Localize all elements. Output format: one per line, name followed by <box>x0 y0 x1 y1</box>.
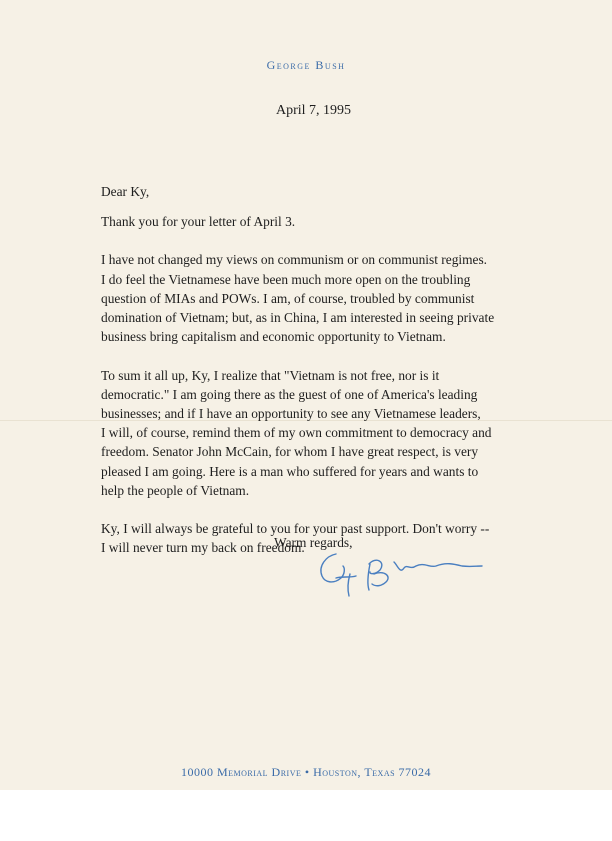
salutation: Dear Ky, <box>101 184 150 199</box>
text-line: I will never turn my back on freedom. <box>101 540 305 556</box>
closing: Warm regards, <box>274 535 353 550</box>
paragraphs <box>101 212 541 558</box>
paragraph <box>101 250 541 346</box>
letter-body <box>101 182 541 577</box>
letterhead: George Bush <box>266 58 346 72</box>
faint-bleed-text <box>100 678 103 690</box>
text-line: I will, of course, remind them of my own commitment to democracy and <box>101 425 492 441</box>
footer-address: 10000 Memorial Drive • Houston, Texas 77024 <box>180 765 432 779</box>
text-line: Ky, I will always be grateful to you for your past support. Don't worry -- <box>101 521 490 537</box>
text-line: democratic." I am going there as the guest of one of America's leading <box>101 386 478 402</box>
text-line: Thank you for your letter of April 3. <box>101 214 296 229</box>
text-line: businesses; and if I have an opportunity to see any Vietnamese leaders, <box>101 406 481 421</box>
text-line: freedom. Senator John McCain, for whom I have great respect, is very <box>101 444 479 460</box>
text-line: question of MIAs and POWs. I am, of course, troubled by communist <box>101 290 475 306</box>
letter-date: April 7, 1995 <box>276 103 352 118</box>
paragraph <box>101 212 541 231</box>
text-line: domination of Vietnam; but, as in China, I am interested in seeing private <box>101 310 495 325</box>
signature-image <box>312 526 492 606</box>
text-line: help the people of Vietnam. <box>101 482 250 498</box>
text-line: I have not changed my views on communism or on communist regimes. <box>101 252 488 268</box>
text-line: business bring capitalism and economic opportunity to Vietnam. <box>101 329 446 345</box>
text-line: pleased I am going. Here is a man who suffered for years and wants to <box>101 463 479 479</box>
paragraph <box>101 366 541 500</box>
text-line: I do feel the Vietnamese have been much more open on the troubling <box>101 271 471 287</box>
text-line: To sum it all up, Ky, I realize that "Vietnam is not free, nor is it <box>101 367 440 383</box>
